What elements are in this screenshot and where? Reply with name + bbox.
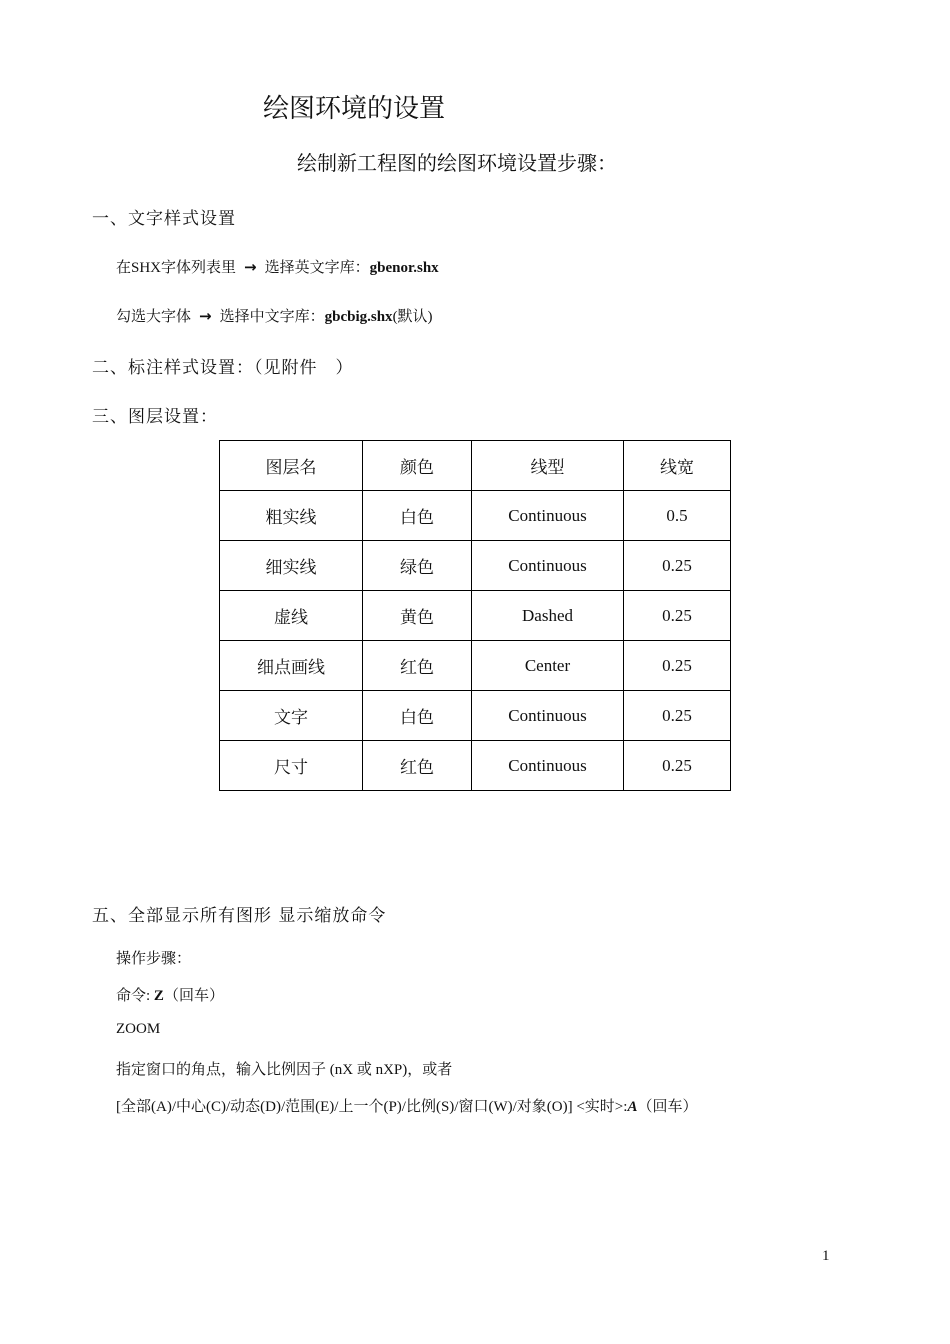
page-number: 1 [822, 1248, 830, 1264]
page-title: 绘图环境的设置 [263, 94, 446, 124]
font-line-1-label: 选择英文字库： [264, 258, 370, 276]
section2-heading: 二、标注样式设置：（见附件 ） [92, 358, 354, 378]
table-cell: Continuous [472, 491, 624, 541]
table-header-cell: 线宽 [624, 441, 731, 491]
table-cell: Continuous [472, 691, 624, 741]
table-row [220, 741, 731, 791]
command-key: Z [153, 988, 164, 1004]
table-cell: 红色 [363, 741, 472, 791]
command-suffix: （回车） [163, 988, 224, 1004]
section5-heading: 五、全部显示所有图形 显示缩放命令 [92, 906, 387, 926]
table-cell: 细点画线 [220, 641, 363, 691]
table-row [220, 641, 731, 691]
arrow-right-icon: → [199, 307, 212, 325]
table-cell: 绿色 [363, 541, 472, 591]
table-cell: Continuous [472, 741, 624, 791]
table-cell: 红色 [363, 641, 472, 691]
table-cell: 0.25 [624, 741, 731, 791]
table-cell: 粗实线 [220, 491, 363, 541]
steps-label: 操作步骤： [116, 949, 192, 967]
table-cell: 0.5 [624, 491, 731, 541]
font-line-2-value: gbcbig.shx [324, 309, 393, 325]
table-cell: 文字 [220, 691, 363, 741]
table-header-row [220, 441, 731, 491]
table-cell: 0.25 [624, 641, 731, 691]
zoom-prompt-2-text: [全部(A)/中心(C)/动态(D)/范围(E)/上一个(P)/比例(S)/窗口(W)/对象(O)] <实时>: [116, 1099, 628, 1115]
zoom-prompt-2-key: A [627, 1099, 638, 1115]
section1-heading: 一、文字样式设置 [92, 209, 236, 229]
page-subtitle: 绘制新工程图的绘图环境设置步骤： [297, 151, 617, 175]
table-header-cell: 线型 [472, 441, 624, 491]
zoom-prompt-2 [116, 1095, 697, 1116]
command-line [116, 984, 224, 1005]
command-prefix: 命令: [116, 988, 154, 1004]
layer-table [219, 440, 731, 791]
table-header-cell: 图层名 [220, 441, 363, 491]
font-line-2-suffix: (默认) [392, 309, 433, 325]
table-row [220, 691, 731, 741]
table-cell: Continuous [472, 541, 624, 591]
table-cell: 白色 [363, 691, 472, 741]
zoom-prompt-2-suffix: （回车） [637, 1099, 698, 1115]
table-cell: 白色 [363, 491, 472, 541]
table-cell: 细实线 [220, 541, 363, 591]
zoom-prompt-1: 指定窗口的角点，输入比例因子 (nX 或 nXP)，或者 [116, 1062, 453, 1078]
table-cell: 黄色 [363, 591, 472, 641]
table-cell: 尺寸 [220, 741, 363, 791]
zoom-command: ZOOM [116, 1021, 161, 1037]
table-cell: 虚线 [220, 591, 363, 641]
table-cell: 0.25 [624, 591, 731, 641]
font-line-2 [116, 305, 433, 326]
table-cell: Dashed [472, 591, 624, 641]
font-line-1-prefix: 在SHX字体列表里 [116, 260, 237, 276]
font-line-2-prefix: 勾选大字体 [116, 307, 192, 325]
table-header-cell: 颜色 [363, 441, 472, 491]
font-line-1-value: gbenor.shx [369, 260, 439, 276]
font-line-2-label: 选择中文字库： [219, 307, 325, 325]
arrow-right-icon: → [244, 258, 257, 276]
table-row [220, 591, 731, 641]
table-cell: 0.25 [624, 541, 731, 591]
table-cell: Center [472, 641, 624, 691]
table-cell: 0.25 [624, 691, 731, 741]
font-line-1 [116, 256, 439, 277]
table-row [220, 491, 731, 541]
table-row [220, 541, 731, 591]
section3-heading: 三、图层设置： [92, 407, 218, 427]
